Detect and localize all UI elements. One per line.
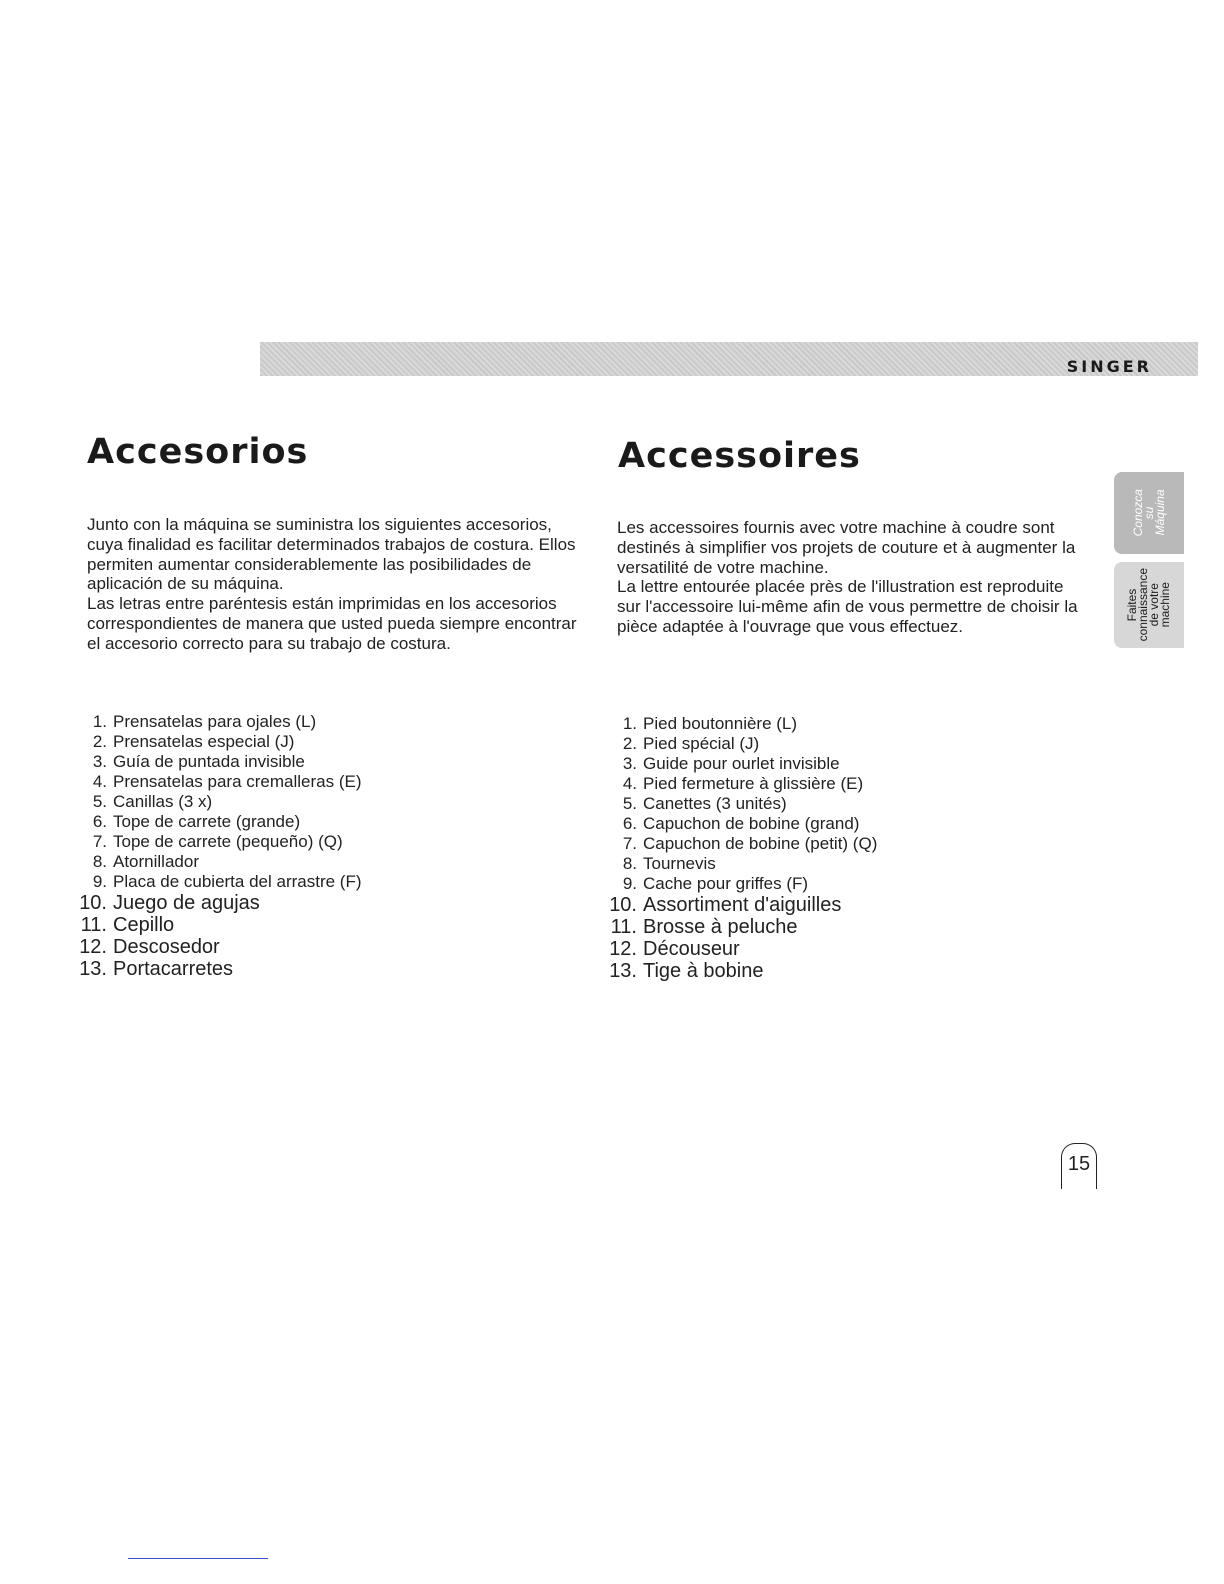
list-item-number: 13. [79,958,107,980]
list-item-number: 6. [622,814,637,833]
list-item-number: 8. [92,852,107,871]
list-item-number: 6. [92,812,107,831]
list-item-number: 3. [622,754,637,773]
list-item-text: Découseur [643,938,740,960]
list-item-text: Guía de puntada invisible [113,752,305,771]
list-item-text: Portacarretes [113,958,234,980]
list-item-number: 8. [622,854,637,873]
list-item [92,772,362,792]
list-item-text: Prensatelas para cremalleras (E) [113,772,362,791]
list-item-text: Brosse à peluche [643,916,798,938]
list-item-number: 7. [92,832,107,851]
list-item-text: Juego de agujas [113,892,260,914]
list-item [622,834,878,854]
list-item-text: Guide pour ourlet invisible [643,754,840,773]
list-item [92,852,362,872]
list-item-text: Pied boutonnière (L) [643,714,798,733]
list-item [622,814,877,834]
list-item-number: 5. [622,794,637,813]
list-item-number: 5. [92,792,107,811]
list-item [92,712,362,732]
list-item-number: 12. [79,936,107,958]
list-item-number: 13. [609,960,637,982]
list-item-text: Descosedor [113,936,220,958]
spanish-title: Accesorios [87,432,309,472]
list-item-text: Cache pour griffes (F) [643,874,809,893]
list-item [622,854,877,874]
list-item-number: 10. [79,892,107,914]
footer-underline [128,1558,268,1559]
side-tab-french-label: Faites connaissance de votre machine [1125,568,1172,642]
spanish-intro [87,515,587,654]
list-item-number: 9. [622,874,637,893]
list-item-number: 2. [92,732,107,751]
brand-logo: SINGER [1066,357,1152,376]
list-item-number: 12. [609,938,637,960]
list-item [80,914,362,936]
list-item [609,894,877,916]
list-item-number: 11. [610,916,637,938]
list-item-text: Cepillo [113,914,175,936]
list-item-text: Capuchon de bobine (grand) [643,814,860,833]
list-item-text: Tope de carrete (pequeño) (Q) [113,832,343,851]
list-item [622,754,877,774]
french-accessory-list [609,714,878,982]
french-intro [617,518,1087,637]
spanish-intro-paragraph-1: Junto con la máquina se suministra los siguientes accesorios, cuya finalidad es facilitar determinados trabajos de costura. Ellos permiten aumentar considerablemente las posibilidades de aplicación de su máquina. [87,515,576,594]
list-item [79,892,362,914]
french-title: Accessoires [618,436,861,476]
list-item-text: Canillas (3 x) [113,792,213,811]
list-item-number: 4. [92,772,107,791]
side-tab-spanish-label: Conozca su Máquina [1130,489,1167,537]
list-item [609,960,877,982]
list-item-number: 10. [609,894,637,916]
list-item [79,958,362,980]
list-item [622,774,877,794]
list-item [92,752,362,772]
list-item-text: Capuchon de bobine (petit) (Q) [643,834,878,853]
list-item [622,874,877,894]
list-item-number: 9. [92,872,107,891]
list-item-number: 3. [92,752,107,771]
list-item [92,872,362,892]
list-item-text: Canettes (3 unités) [643,794,787,813]
list-item [609,938,877,960]
list-item-text: Tige à bobine [643,960,764,982]
list-item-number: 11. [80,914,107,936]
list-item [92,812,362,832]
list-item-text: Assortiment d'aiguilles [643,894,842,916]
french-intro-paragraph-2: La lettre entourée placée près de l'illustration est reproduite sur l'accessoire lui-même afin de vous permettre de choisir la pièce adaptée à l'ouvrage que vous effectuez. [617,577,1078,636]
list-item [622,734,877,754]
french-intro-paragraph-1: Les accessoires fournis avec votre machine à coudre sont destinés à simplifier vos projets de couture et à augmenter la versatilité de votre machine. [617,518,1076,577]
list-item-number: 7. [622,834,637,853]
list-item-number: 1. [92,712,107,731]
list-item [92,792,362,812]
list-item [622,714,877,734]
page-number: 15 [1061,1143,1097,1189]
list-item-text: Tournevis [643,854,716,873]
side-tab-french [1114,562,1184,648]
list-item-text: Prensatelas especial (J) [113,732,295,751]
header-band [260,342,1198,376]
spanish-intro-paragraph-2: Las letras entre paréntesis están imprimidas en los accesorios correspondientes de manera que usted pueda siempre encontrar el accesorio correcto para su trabajo de costura. [87,594,577,653]
side-tab-spanish [1114,472,1184,554]
list-item-text: Pied spécial (J) [643,734,760,753]
list-item-text: Tope de carrete (grande) [113,812,301,831]
list-item [610,916,877,938]
list-item-text: Atornillador [113,852,199,871]
list-item [622,794,877,814]
list-item-text: Prensatelas para ojales (L) [113,712,317,731]
list-item [79,936,362,958]
list-item-text: Placa de cubierta del arrastre (F) [113,872,362,891]
list-item [92,832,362,852]
list-item-number: 2. [622,734,637,753]
list-item [92,732,362,752]
list-item-text: Pied fermeture à glissière (E) [643,774,864,793]
list-item-number: 1. [622,714,637,733]
list-item-number: 4. [622,774,637,793]
spanish-accessory-list [79,712,362,980]
